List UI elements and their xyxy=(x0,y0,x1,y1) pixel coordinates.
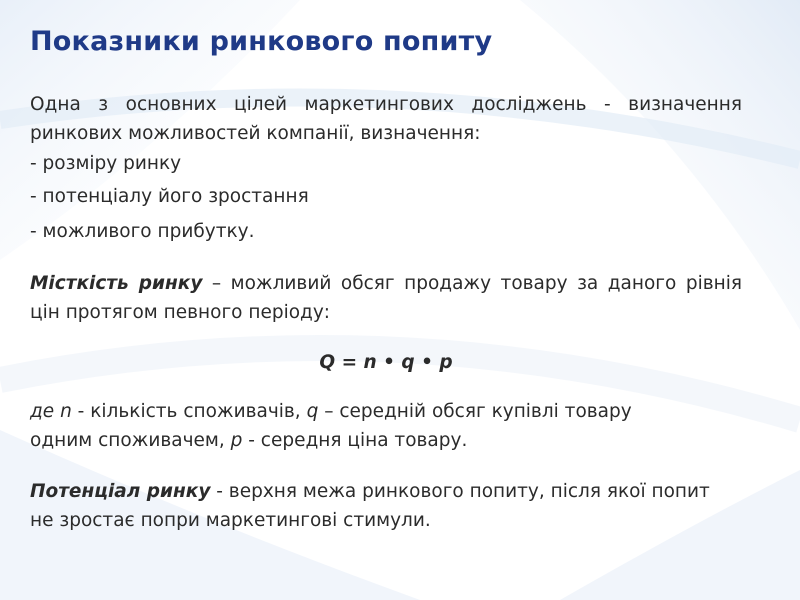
capacity-definition: – можливий обсяг продажу товару за даного рівнія цін протягом певного періоду: xyxy=(30,273,742,323)
formula: Q = n • q • p xyxy=(319,352,453,373)
legend-q: q xyxy=(306,401,319,422)
legend-prefix: де xyxy=(30,401,61,422)
formula-legend xyxy=(30,397,690,455)
legend-q-text: – середній обсяг купівлі товару одним споживачем, xyxy=(30,401,632,451)
potential-paragraph xyxy=(30,477,720,535)
legend-p: p xyxy=(230,430,243,451)
legend-p-text: - середня ціна товару. xyxy=(242,430,468,451)
potential-definition: - верхня межа ринкового попиту, після якої попит не зростає попри маркетингові стимули. xyxy=(30,481,710,531)
legend-n: n xyxy=(60,401,72,422)
bullet-item: - розміру ринку xyxy=(30,153,182,174)
legend-n-text: - кількість споживачів, xyxy=(71,401,307,422)
potential-term: Потенціал ринку xyxy=(30,481,211,502)
capacity-term: Місткість ринку xyxy=(30,273,203,294)
intro-paragraph: Одна з основних цілей маркетингових досліджень - визначення ринкових можливостей компанії, визначення: xyxy=(30,94,742,144)
bullet-item: - можливого прибутку. xyxy=(30,221,255,242)
capacity-paragraph xyxy=(30,269,742,327)
slide-title: Показники ринкового попиту xyxy=(30,26,493,57)
bullet-item: - потенціалу його зростання xyxy=(30,186,309,207)
